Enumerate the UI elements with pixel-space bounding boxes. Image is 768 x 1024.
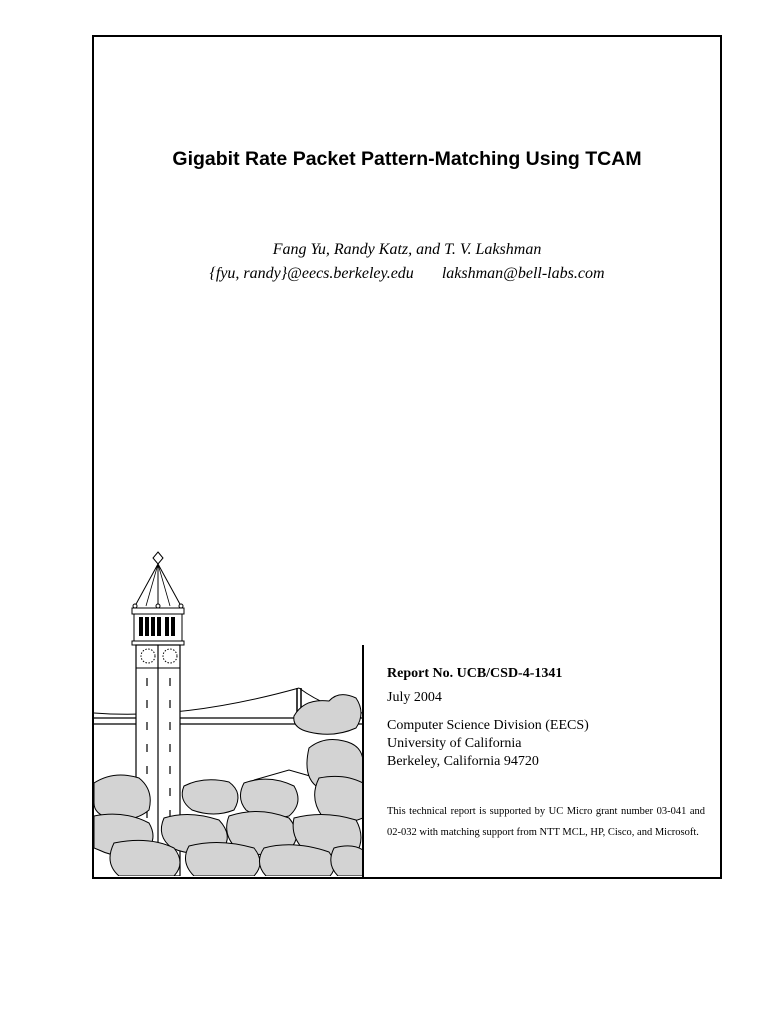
berkeley-email: {fyu, randy}@eecs.berkeley.edu <box>209 265 414 282</box>
author-emails <box>92 262 722 286</box>
report-info <box>387 665 707 843</box>
report-number: Report No. UCB/CSD-4-1341 <box>387 666 563 681</box>
address-line: Computer Science Division (EECS) <box>387 718 589 733</box>
support-note: This technical report is supported by UC Micro grant number 03-041 and 02-032 with matching support from NTT MCL, HP, Cisco, and Microsoft. <box>387 806 705 838</box>
address-line: Berkeley, California 94720 <box>387 754 539 769</box>
belllabs-email: lakshman@bell-labs.com <box>441 265 605 282</box>
report-date: July 2004 <box>387 690 442 705</box>
campanile-illustration <box>94 548 363 876</box>
author-list: Fang Yu, Randy Katz, and T. V. Lakshman <box>272 241 542 258</box>
vertical-divider <box>362 645 364 877</box>
report-title: Gigabit Rate Packet Pattern-Matching Using TCAM <box>172 148 642 170</box>
division-address <box>387 717 707 771</box>
address-line: University of California <box>387 736 522 751</box>
